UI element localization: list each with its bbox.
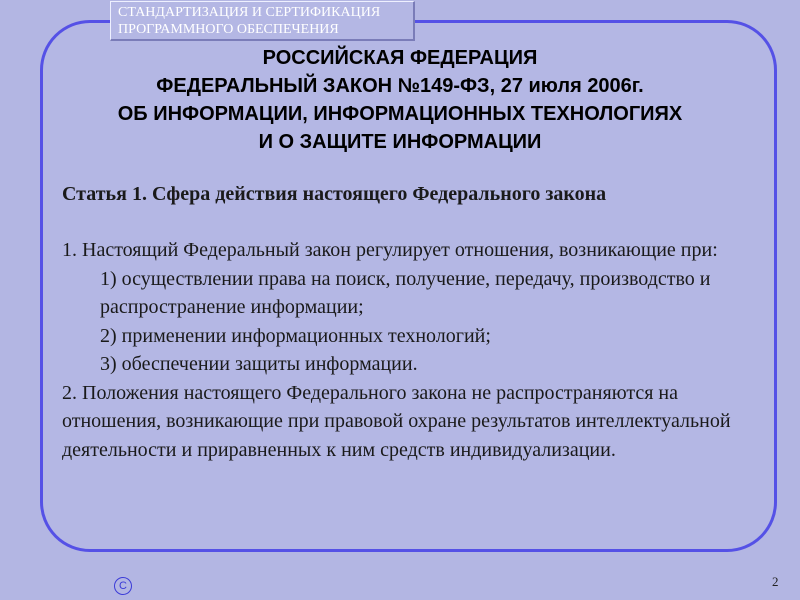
article-heading: Статья 1. Сфера действия настоящего Федерального закона	[62, 183, 607, 205]
paragraph-2: 2. Положения настоящего Федерального закона не распространяются на отношения, возникающие при правовой охране результатов интеллектуальной деятельности и приравненных к ним средств индивидуализации.	[62, 381, 731, 461]
title-line1: РОССИЙСКАЯ ФЕДЕРАЦИЯ	[262, 47, 538, 69]
paragraph-1: 1. Настоящий Федеральный закон регулирует отношения, возникающие при:	[62, 239, 718, 261]
page-number: 2	[772, 574, 779, 589]
article-body	[62, 180, 752, 464]
list-item: 3) обеспечении защиты информации.	[100, 353, 418, 375]
course-header-line1: СТАНДАРТИЗАЦИЯ И СЕРТИФИКАЦИЯ	[118, 5, 381, 20]
slide-title	[40, 44, 760, 156]
title-line2: ФЕДЕРАЛЬНЫЙ ЗАКОН №149-ФЗ, 27 июля 2006г.	[156, 75, 644, 97]
list-item: 1) осуществлении права на поиск, получение, передачу, производство и распространение информации;	[100, 267, 711, 318]
course-header-line2: ПРОГРАММНОГО ОБЕСПЕЧЕНИЯ	[118, 22, 339, 37]
list-item: 2) применении информационных технологий;	[100, 324, 491, 347]
title-line4: И О ЗАЩИТЕ ИНФОРМАЦИИ	[258, 131, 542, 153]
copyright-icon: C	[114, 577, 132, 595]
course-header	[110, 1, 415, 41]
title-line3: ОБ ИНФОРМАЦИИ, ИНФОРМАЦИОННЫХ ТЕХНОЛОГИЯХ	[117, 103, 683, 125]
